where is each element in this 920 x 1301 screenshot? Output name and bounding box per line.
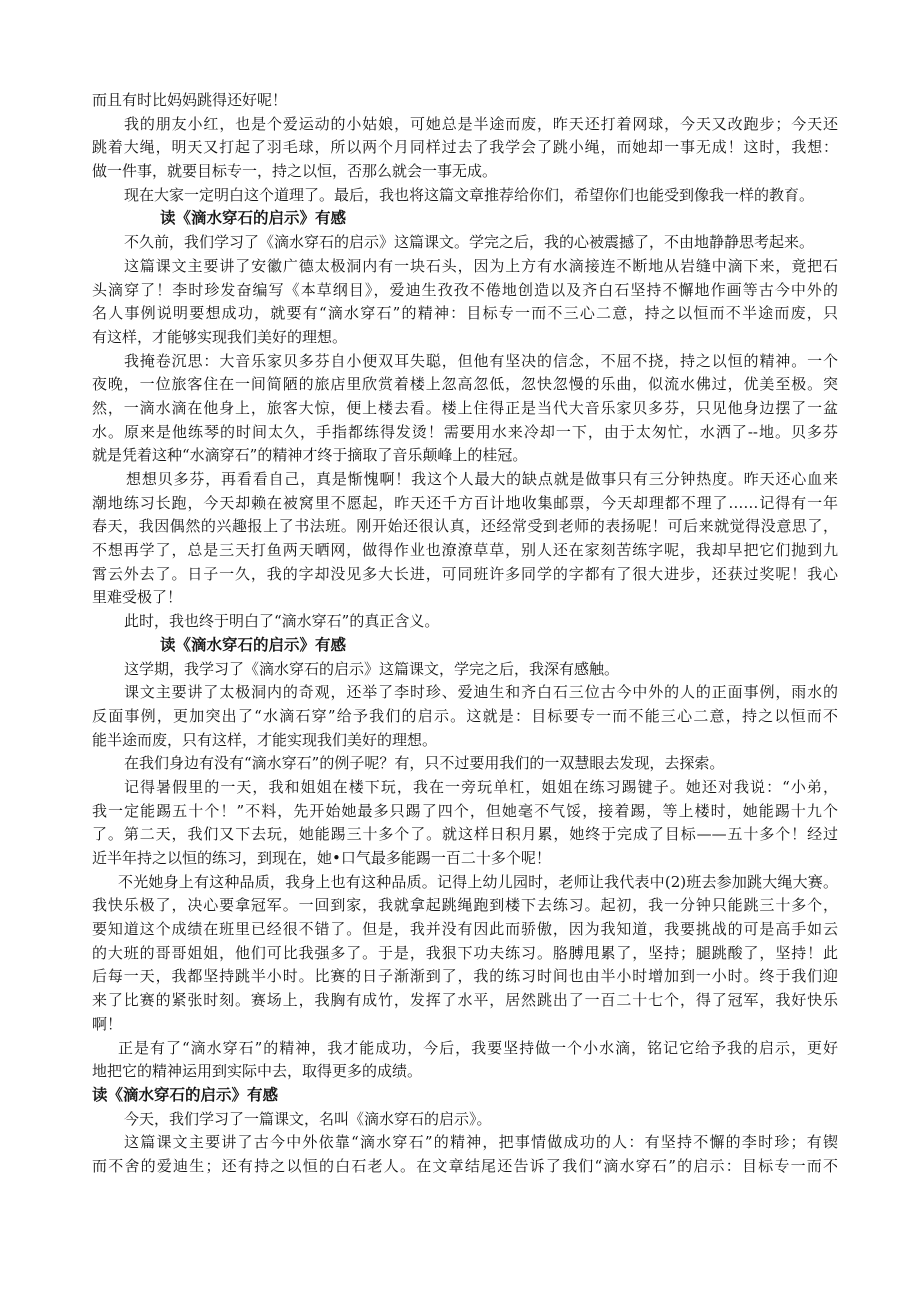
text-line: 名人事例说明要想成功，就要有“滴水穿石”的精神：目标专一而不三心二意，持之以恒而不半途而废，只 xyxy=(92,304,838,323)
paragraph xyxy=(92,610,838,634)
text-line: 此时，我也终于明白了“滴水穿石”的真正含义。 xyxy=(124,612,440,631)
paragraph xyxy=(92,776,838,871)
heading-text: 读《滴水穿石的启示》有感 xyxy=(92,1085,279,1104)
text-line: 夜晚，一位旅客住在一间简陋的旅店里欣赏着楼上忽高忽低，忽快忽慢的乐曲，似流水佛过，优美至极。突 xyxy=(92,375,838,394)
text-line: 正是有了“滴水穿石”的精神，我才能成功，今后，我要坚持做一个小水滴，铭记它给予我的启示，更好 xyxy=(118,1038,838,1057)
text-line: 潮地练习长跑，今天却赖在被窝里不愿起，昨天还千方百计地收集邮票，今天却理都不理了……记得有一年 xyxy=(92,493,838,512)
text-line: 反面事例，更加突出了“水滴石穿”给予我们的启示。这就是：目标要专一而不能三心二意，持之以恒而不 xyxy=(92,706,838,725)
text-line: 春天，我因偶然的兴趣报上了书法班。刚开始还很认真，还经常受到老师的表扬呢！可后来就觉得没意思了， xyxy=(92,517,838,536)
paragraph xyxy=(92,350,838,468)
text-line: 霄云外去了。日子一久，我的字却没见多大长进，可同班许多同学的字都有了很大进步，还获过奖呢！我心 xyxy=(92,564,838,583)
section-heading xyxy=(92,207,838,231)
section-heading xyxy=(92,634,838,658)
text-line: 的大班的哥哥姐姐，他们可比我强多了。于是，我狠下功夫练习。胳膊甩累了，坚持；腿跳酸了，坚持！此 xyxy=(92,943,838,962)
text-line: 我的朋友小红，也是个爱运动的小姑娘，可她总是半途而废，昨天还打着网球，今天又改跑步；今天还 xyxy=(124,114,838,133)
paragraph xyxy=(92,468,838,610)
text-line: 地把它的精神运用到实际中去，取得更多的成绩。 xyxy=(92,1062,423,1081)
paragraph xyxy=(92,184,838,208)
text-line: 来了比赛的紧张时刻。赛场上，我胸有成竹，发挥了水平，居然跳出了一百二十七个，得了冠军，我好快乐 xyxy=(92,991,838,1010)
paragraph xyxy=(92,1108,838,1132)
text-line: 这学期，我学习了《滴水穿石的启示》这篇课文，学完之后，我深有感触。 xyxy=(124,659,620,678)
text-line: 近半年持之以恒的练习，到现在，她•口气最多能踢一百二十多个呢！ xyxy=(92,849,551,867)
text-line: 然，一滴水滴在他身上，旅客大惊，便上楼去看。楼上住得正是当代大音乐家贝多芬，只见他身边摆了一盆 xyxy=(92,398,838,417)
heading-text: 读《滴水穿石的启示》有感 xyxy=(160,209,347,228)
text-line: 啊！ xyxy=(92,1014,123,1033)
text-line: 后每一天，我都坚持跳半小时。比赛的日子渐渐到了，我的练习时间也由半小时增加到一小时。终于我们迎 xyxy=(92,967,838,986)
paragraph xyxy=(92,752,838,776)
text-line: 现在大家一定明白这个道理了。最后，我也将这篇文章推荐给你们，希望你们也能受到像我一样的教育。 xyxy=(124,185,815,204)
text-line: 我快乐极了，决心要拿冠军。一回到家，我就拿起跳绳跑到楼下去练习。起初，我一分钟只能跳三十多个， xyxy=(92,896,838,915)
paragraph xyxy=(92,681,838,752)
text-line: 不想再学了，总是三天打鱼两天晒网，做得作业也潦潦草草，别人还在家刻苦练字呢，我却早把它们抛到九 xyxy=(92,541,838,560)
text-line: 而且有时比妈妈跳得还好呢！ xyxy=(92,91,288,109)
paragraph xyxy=(92,255,838,350)
text-line: 了。第二天，我们又下去玩，她能踢三十多个了。就这样日积月累，她终于完成了目标——五十多个！经过 xyxy=(92,825,838,844)
text-line: 而不舍的爱迪生；还有持之以恒的白石老人。在文章结尾还告诉了我们“滴水穿石”的启示：目标专一而不 xyxy=(92,1156,838,1175)
text-line: 要知道这个成绩在班里已经很不错了。但是，我并没有因此而骄傲，因为我知道，我要挑战的可是高手如云 xyxy=(92,920,838,939)
text-line: 做一件事，就要目标专一，持之以恒，否那么就会一事无成。 xyxy=(92,162,498,181)
paragraph xyxy=(92,1131,838,1178)
text-line: 在我们身边有没有“滴水穿石”的例子呢？有，只不过要用我们的一双慧眼去发现，去探索。 xyxy=(124,754,725,773)
text-line: 头滴穿了！李时珍发奋编写《本草纲目》，爱迪生孜孜不倦地创造以及齐白石坚持不懈地作画等古今中外的 xyxy=(92,280,838,299)
paragraph xyxy=(92,89,838,113)
text-line: 就是凭着这种“水滴穿石”的精神才终于摘取了音乐颠峰上的桂冠。 xyxy=(92,446,528,465)
text-line: 想想贝多芬，再看看自己，真是惭愧啊！我这个人最大的缺点就是做事只有三分钟热度。昨天还心血来 xyxy=(126,470,838,488)
text-line: 我掩卷沉思：大音乐家贝多芬自小便双耳失聪，但他有坚决的信念，不屈不挠，持之以恒的精神。一个 xyxy=(124,351,838,370)
text-line: 这篇课文主要讲了安徽广德太极洞内有一块石头，因为上方有水滴接连不断地从岩缝中滴下来，竟把石 xyxy=(124,256,838,275)
text-line: 不光她身上有这种品质，我身上也有这种品质。记得上幼儿园时，老师让我代表中(2)班去参加跳大绳大赛。 xyxy=(118,872,838,891)
paragraph xyxy=(92,231,838,255)
text-line: 我一定能踢五十个！”不料，先开始她最多只踢了四个，但她毫不气馁，接着踢，等上楼时，她能踢十九个 xyxy=(92,801,838,820)
text-line: 能半途而废，只有这样，才能实现我们美好的理想。 xyxy=(92,730,438,749)
paragraph xyxy=(92,1037,838,1084)
paragraph xyxy=(92,658,838,682)
paragraph xyxy=(92,871,838,1037)
heading-text: 读《滴水穿石的启示》有感 xyxy=(160,635,347,654)
text-line: 记得暑假里的一天，我和姐姐在楼下玩，我在一旁玩单杠，姐姐在练习踢键子。她还对我说：“小弟， xyxy=(124,777,838,796)
paragraph xyxy=(92,113,838,184)
text-line: 课文主要讲了太极洞内的奇观，还举了李时珍、爱迪生和齐白石三位古今中外的人的正面事例，雨水的 xyxy=(124,683,838,702)
text-line: 这篇课文主要讲了古今中外依靠“滴水穿石”的精神，把事情做成功的人：有坚持不懈的李时珍；有锲 xyxy=(124,1133,838,1152)
text-line: 里难受极了！ xyxy=(92,588,183,607)
text-line: 不久前，我们学习了《滴水穿石的启示》这篇课文。学完之后，我的心被震撼了，不由地静静思考起来。 xyxy=(124,233,815,252)
document-body xyxy=(92,89,838,1179)
text-line: 有这样，才能够实现我们美好的理想。 xyxy=(92,327,348,346)
text-line: 水。原来是他练琴的时间太久，手指都练得发烫！需要用水来冷却一下，由于太匆忙，水洒了--地。贝多芬 xyxy=(92,422,838,441)
text-line: 今天，我们学习了一篇课文，名叫《滴水穿石的启示》。 xyxy=(124,1109,492,1128)
text-line: 跳着大绳，明天又打起了羽毛球，所以两个月同样过去了我学会了跳小绳，而她却一事无成！这时，我想： xyxy=(92,138,838,157)
section-heading xyxy=(92,1084,838,1108)
